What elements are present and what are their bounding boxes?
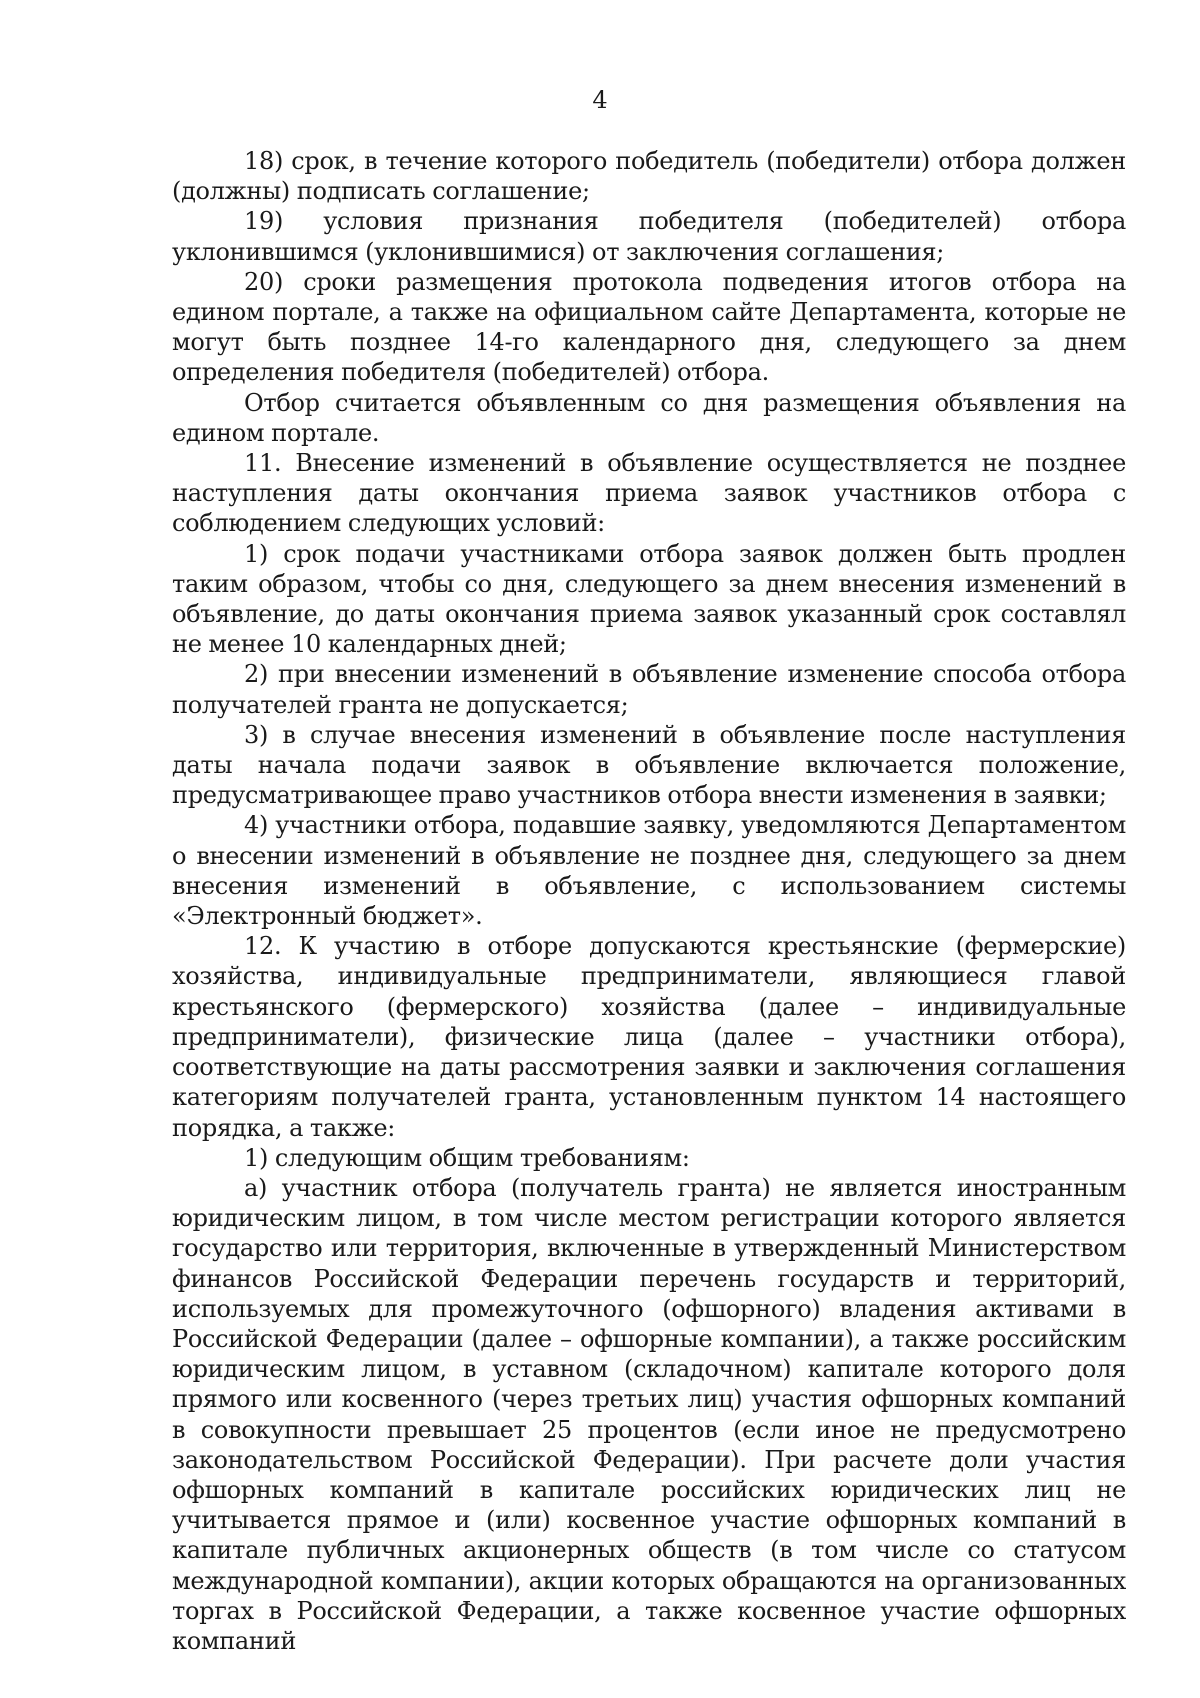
paragraph-item-20: 20) сроки размещения протокола подведения итогов отбора на едином портале, а также на официальном сайте Департамента, которые не могут быть позднее 14-го календарного дня, следующего за днем определения победителя (победителей) отбора. [172,267,1126,387]
paragraph-clause-11: 11. Внесение изменений в объявление осуществляется не позднее наступления даты окончания приема заявок участников отбора с соблюдением следующих условий: [172,449,1126,538]
paragraph-clause-11-item-4: 4) участники отбора, подавшие заявку, уведомляются Департаментом о внесении изменений в объявление не позднее дня, следующего за днем внесения изменений в объявление, с использованием системы «Электронный бюджет». [172,811,1126,931]
paragraph-clause-12-subitem-a: а) участник отбора (получатель гранта) не является иностранным юридическим лицом, в том числе местом регистрации которого является государство или территория, включенные в утвержденный Министерством финансов Российской Федерации перечень государств и территорий, используемых для промежуточного (офшорного) владения активами в Российской Федерации (далее – офшорные компании), а также российским юридическим лицом, в уставном (складочном) капитале которого доля прямого или косвенного (через третьих лиц) участия офшорных компаний в совокупности превышает 25 процентов (если иное не предусмотрено законодательством Российской Федерации). При расчете доли участия офшорных компаний в капитале российских юридических лиц не учитывается прямое и (или) косвенное участие офшорных компаний в капитале публичных акционерных обществ (в том числе со статусом международной компании), акции которых обращаются на организованных торгах в Российской Федерации, а также косвенное участие офшорных компаний [172,1173,1126,1655]
document-body [172,146,1126,1656]
paragraph-item-19: 19) условия признания победителя (победителей) отбора уклонившимся (уклонившимися) от заключения соглашения; [172,207,1126,266]
page-number: 4 [592,86,608,114]
paragraph-item-18: 18) срок, в течение которого победитель (победители) отбора должен (должны) подписать соглашение; [172,147,1126,206]
paragraph-clause-12-item-1: 1) следующим общим требованиям: [244,1143,690,1172]
paragraph-announcement: Отбор считается объявленным со дня размещения объявления на едином портале. [172,388,1126,447]
paragraph-clause-11-item-3: 3) в случае внесения изменений в объявление после наступления даты начала подачи заявок в объявление включается положение, предусматривающее право участников отбора внести изменения в заявки; [172,720,1126,810]
paragraph-clause-11-item-2: 2) при внесении изменений в объявление изменение способа отбора получателей гранта не допускается; [172,660,1126,719]
paragraph-clause-11-item-1: 1) срок подачи участниками отбора заявок должен быть продлен таким образом, чтобы со дня, следующего за днем внесения изменений в объявление, до даты окончания приема заявок указанный срок составлял не менее 10 календарных дней; [172,539,1126,659]
paragraph-clause-12: 12. К участию в отборе допускаются крестьянские (фермерские) хозяйства, индивидуальные предприниматели, являющиеся главой крестьянского (фермерского) хозяйства (далее – индивидуальные предприниматели), физические лица (далее – участники отбора), соответствующие на даты рассмотрения заявки и заключения соглашения категориям получателей гранта, установленным пунктом 14 настоящего порядка, а также: [172,932,1126,1142]
